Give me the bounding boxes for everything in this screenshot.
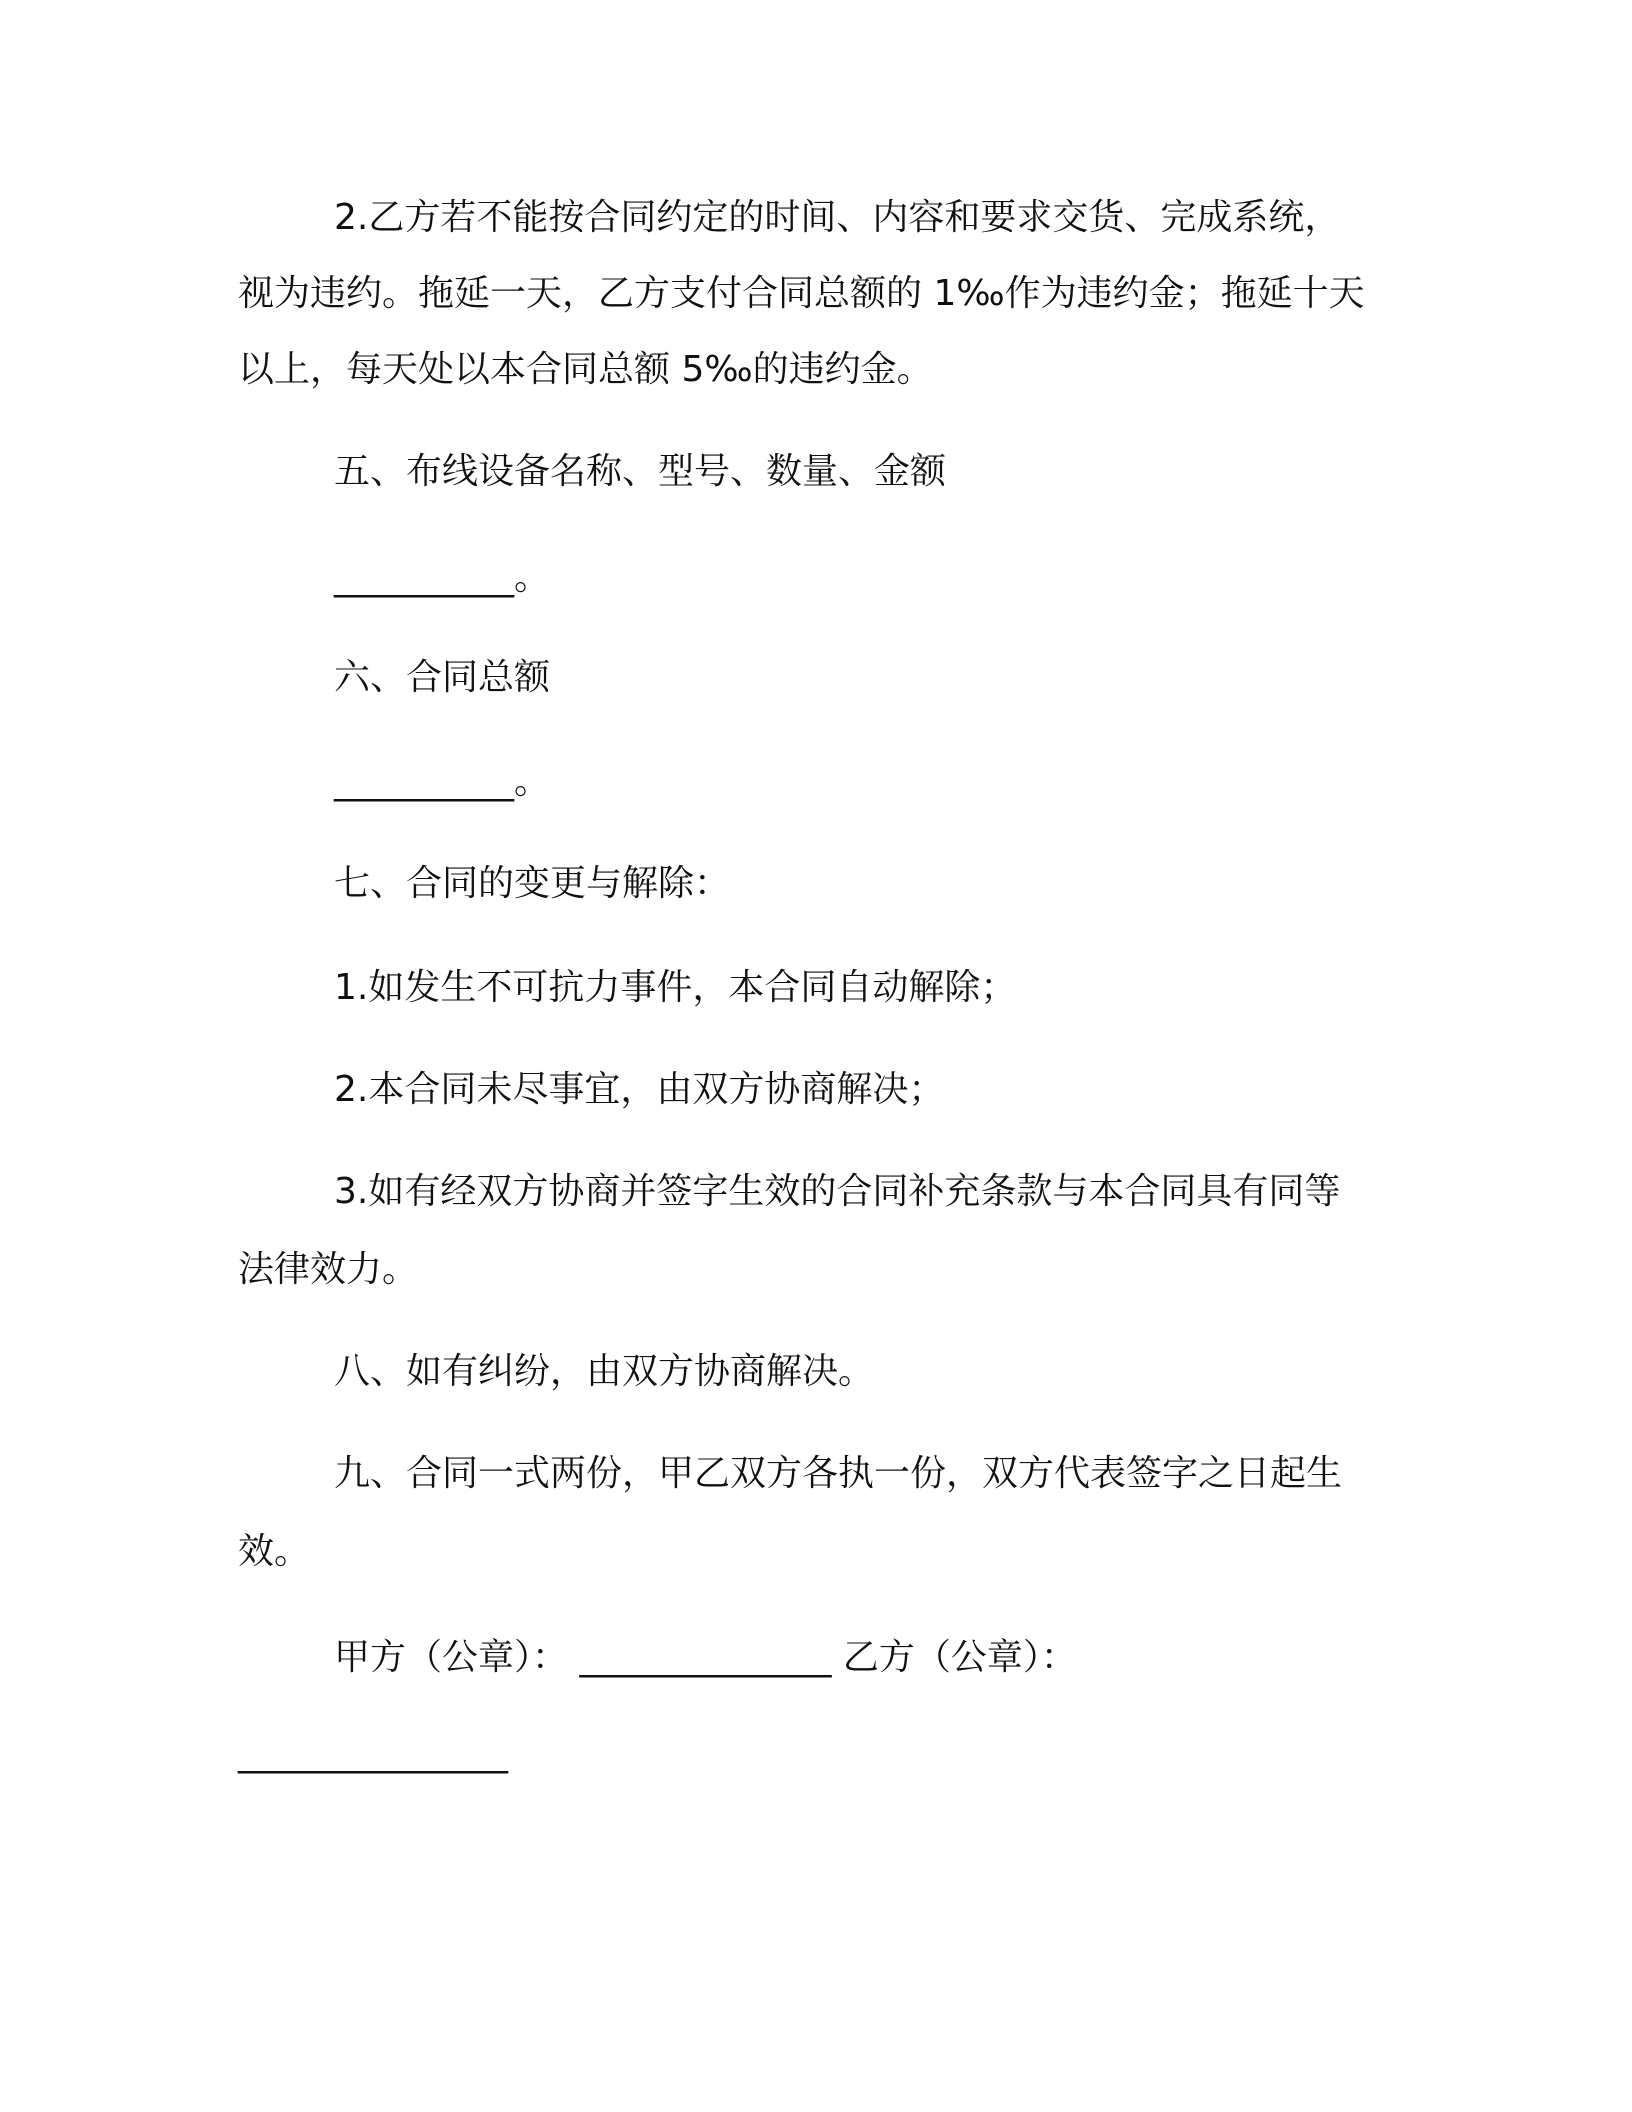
clause7-item3-line1: 3.如有经双方协商并签字生效的合同补充条款与本合同具有同等 — [334, 1171, 1341, 1212]
signature-line: 甲方（公章）： ______________ 乙方（公章）： — [334, 1637, 1077, 1678]
clause9-line2: 效。 — [238, 1531, 311, 1572]
clause6-heading: 六、合同总额 — [334, 657, 551, 698]
clause7-item3-line2: 法律效力。 — [238, 1249, 419, 1290]
clause4-item2-line1: 2.乙方若不能按合同约定的时间、内容和要求交货、完成系统， — [334, 197, 1341, 238]
clause8-text: 八、如有纠纷，由双方协商解决。 — [334, 1351, 875, 1392]
clause7-item1: 1.如发生不可抗力事件，本合同自动解除； — [334, 967, 1017, 1008]
party-b-signature-blank: _______________ — [238, 1733, 508, 1774]
clause9-line1: 九、合同一式两份，甲乙双方各执一份，双方代表签字之日起生 — [334, 1453, 1343, 1494]
clause7-item2: 2.本合同未尽事宜，由双方协商解决； — [334, 1069, 945, 1110]
clause4-item2-line2: 视为违约。拖延一天，乙方支付合同总额的 1‰作为违约金；拖延十天 — [238, 273, 1365, 314]
clause6-blank: __________。 — [334, 761, 551, 802]
clause4-item2-line3: 以上，每天处以本合同总额 5‰的违约金。 — [238, 349, 933, 390]
clause7-heading: 七、合同的变更与解除： — [334, 863, 731, 904]
clause5-blank: __________。 — [334, 557, 551, 598]
clause5-heading: 五、布线设备名称、型号、数量、金额 — [334, 451, 947, 492]
